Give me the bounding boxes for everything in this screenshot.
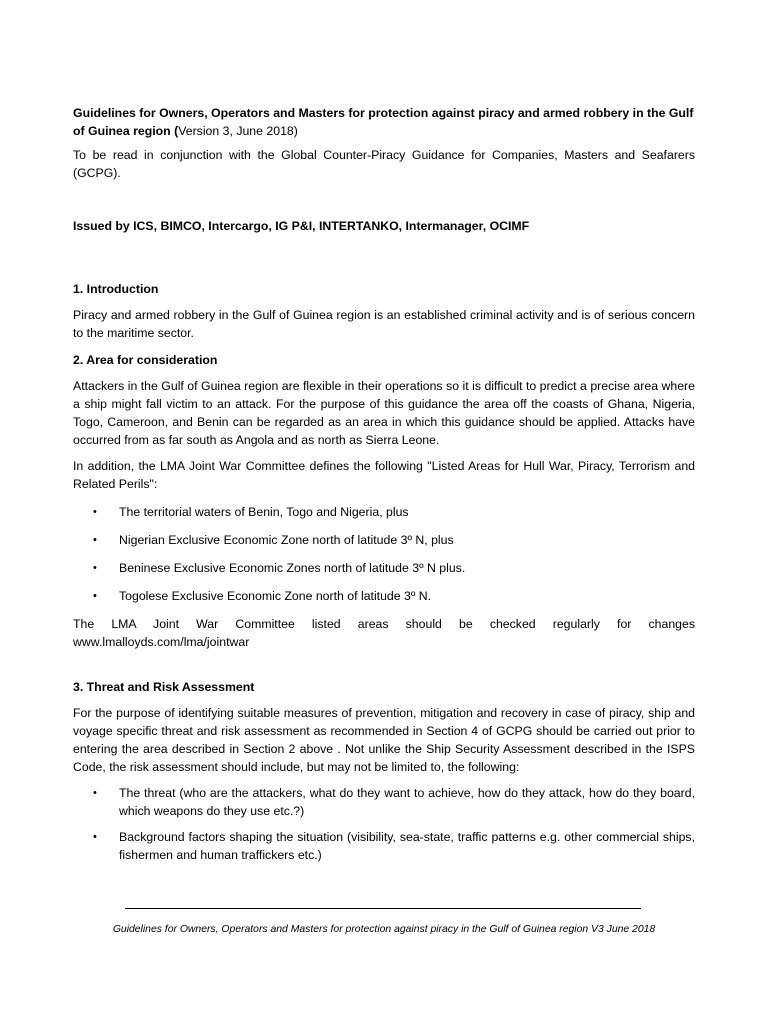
list-item-text: Background factors shaping the situation (visibility, sea-state, traffic patterns e.g. other commercial ships, fishermen and human traffickers etc.) xyxy=(119,830,695,862)
section-1-paragraph: Piracy and armed robbery in the Gulf of Guinea region is an established criminal activity and is of serious concern to the maritime sector. xyxy=(73,308,695,340)
list-item-text: Togolese Exclusive Economic Zone north of latitude 3º N. xyxy=(119,589,432,603)
list-item-text: Nigerian Exclusive Economic Zone north of latitude 3º N, plus xyxy=(119,533,454,547)
issued-by: Issued by ICS, BIMCO, Intercargo, IG P&I, INTERTANKO, Intermanager, OCIMF xyxy=(73,219,530,233)
section-1-heading: 1. Introduction xyxy=(73,282,159,296)
section-2-paragraph-1: Attackers in the Gulf of Guinea region are flexible in their operations so it is difficult to predict a precise area where a ship might fall victim to an attack. For the purpose of this guidance the area off the coasts of Ghana, Nigeria, Togo, Cameroon, and Benin can be regarded as an area in which this guidance should be applied. Attacks have occurred from as far south as Angola and as north as Sierra Leone. xyxy=(73,379,695,447)
list-item-text: The territorial waters of Benin, Togo and Nigeria, plus xyxy=(119,505,409,519)
list-item xyxy=(73,784,695,820)
list-item-text: The threat (who are the attackers, what do they want to achieve, how do they attack, how do they board, which weapons do they use etc.?) xyxy=(119,786,695,818)
listed-areas-list xyxy=(73,503,695,605)
bullet-icon: • xyxy=(93,590,97,602)
conjunction-note: To be read in conjunction with the Global Counter-Piracy Guidance for Companies, Masters and Seafarers (GCPG). xyxy=(73,148,695,180)
document-title xyxy=(73,104,695,140)
bullet-icon: • xyxy=(93,562,97,574)
page-footer: Guidelines for Owners, Operators and Masters for protection against piracy in the Gulf of Guinea region V3 June 2018 xyxy=(112,924,656,935)
section-2-paragraph-2: In addition, the LMA Joint War Committee defines the following "Listed Areas for Hull War, Piracy, Terrorism and Related Perils": xyxy=(73,459,695,491)
list-item xyxy=(73,531,695,549)
bullet-icon: • xyxy=(93,787,97,799)
bullet-icon: • xyxy=(93,831,97,843)
list-item xyxy=(73,828,695,864)
bullet-icon: • xyxy=(93,534,97,546)
section-2-heading: 2. Area for consideration xyxy=(73,353,218,367)
list-item xyxy=(73,587,695,605)
list-item-text: Beninese Exclusive Economic Zones north of latitude 3º N plus. xyxy=(119,561,466,575)
bullet-icon: • xyxy=(93,506,97,518)
section-3-paragraph: For the purpose of identifying suitable measures of prevention, mitigation and recovery in case of piracy, ship and voyage specific threat and risk assessment as recommended in Section 4 of GCPG should be carried out prior to entering the area described in Section 2 above . Not unlike the Ship Security Assessment described in the ISPS Code, the risk assessment should include, but may not be limited to, the following: xyxy=(73,706,695,774)
risk-factors-list xyxy=(73,784,695,864)
document-body xyxy=(73,104,695,864)
section-2-closing: The LMA Joint War Committee listed areas should be checked regularly for changes www.lmalloyds.com/lma/jointwar xyxy=(73,617,695,649)
section-3-heading: 3. Threat and Risk Assessment xyxy=(73,680,255,694)
list-item xyxy=(73,559,695,577)
title-bold-text: Guidelines for Owners, Operators and Masters for protection against piracy and armed robbery in the Gulf of Guinea region ( xyxy=(73,106,694,138)
title-version-text: Version 3, June 2018) xyxy=(178,124,298,138)
footer-divider xyxy=(125,908,641,909)
list-item xyxy=(73,503,695,521)
